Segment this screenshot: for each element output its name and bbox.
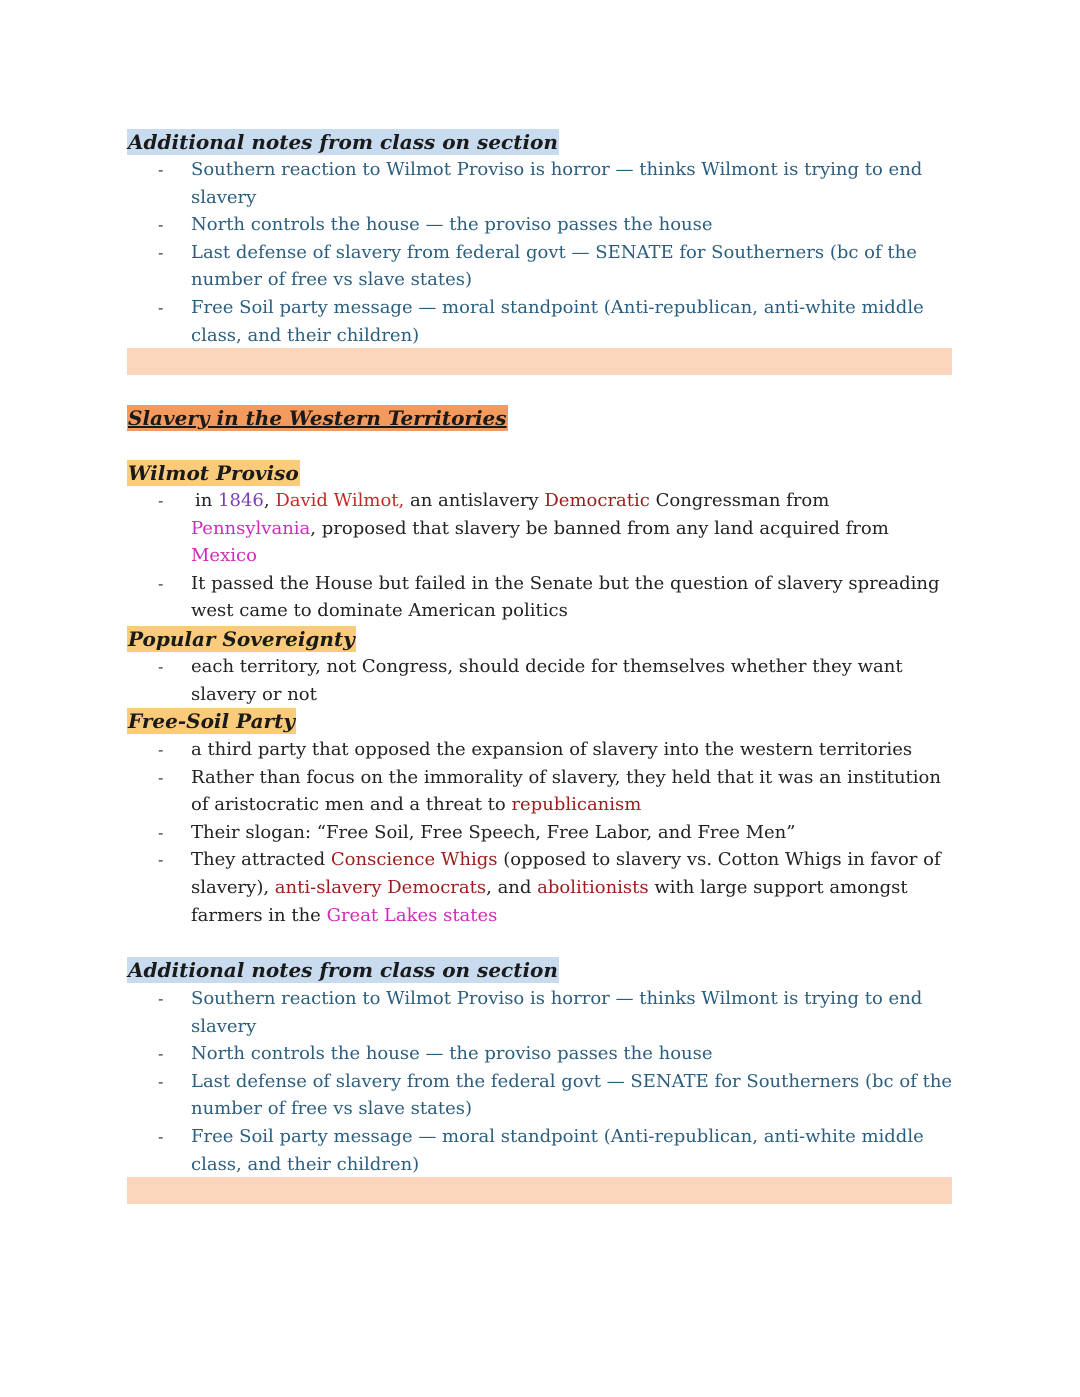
- list-item: - Last defense of slavery from the federal govt — SENATE for Southerners (bc of the number of free vs slave states): [0, 1068, 1080, 1123]
- list-item: - It passed the House but failed in the Senate but the question of slavery spreading west came to dominate American politics: [0, 570, 1080, 625]
- person-david-wilmot: David Wilmot,: [275, 490, 405, 511]
- bullet-dash: -: [158, 1071, 164, 1091]
- list-item: - Southern reaction to Wilmot Proviso is horror — thinks Wilmont is trying to end slavery: [0, 985, 1080, 1040]
- bullet-dash: -: [158, 297, 164, 317]
- list-item: - Their slogan: “Free Soil, Free Speech, Free Labor, and Free Men”: [0, 819, 1080, 847]
- list-item: - a third party that opposed the expansion of slavery into the western territories: [0, 736, 1080, 764]
- section-divider-bottom: [127, 1177, 952, 1204]
- list-item: - Free Soil party message — moral standpoint (Anti-republican, anti-white middle class, and their children): [0, 294, 1080, 349]
- place-mexico: Mexico: [191, 545, 257, 567]
- party-democratic: Democratic: [544, 490, 650, 511]
- wilmot-list: [0, 487, 1080, 625]
- notes-list-top: [0, 156, 1080, 349]
- popular-list: [0, 653, 1080, 708]
- notes-heading-bottom: Additional notes from class on section: [128, 958, 558, 982]
- notes-list-bottom: [0, 985, 1080, 1178]
- list-item: - North controls the house — the proviso passes the house: [0, 1040, 1080, 1068]
- list-item: - North controls the house — the proviso passes the house: [0, 211, 1080, 239]
- bullet-dash: -: [158, 215, 164, 235]
- bullet-dash: -: [158, 160, 164, 179]
- free-soil-list: [0, 736, 1080, 929]
- list-item: - Last defense of slavery from federal govt — SENATE for Southerners (bc of the number of free vs slave states): [0, 239, 1080, 294]
- bullet-dash: -: [158, 740, 164, 759]
- bullet-dash: -: [158, 822, 164, 842]
- bullet-dash: -: [158, 989, 164, 1008]
- group-anti-slavery-democrats: anti-slavery Democrats: [274, 876, 487, 898]
- notes-heading-top: Additional notes from class on section: [128, 130, 558, 154]
- list-item: - each territory, not Congress, should decide for themselves whether they want slavery or not: [0, 653, 1080, 708]
- list-item: - in 1846, David Wilmot, an antislavery Democratic Congressman from Pennsylvania, proposed that slavery be banned from any land acquired from Mexico: [0, 487, 1080, 570]
- bullet-dash: -: [158, 767, 164, 787]
- section-divider-top: [127, 348, 952, 375]
- section-title: Slavery in the Western Territories: [128, 406, 507, 430]
- bullet-dash: -: [158, 850, 164, 870]
- list-item: - Southern reaction to Wilmot Proviso is horror — thinks Wilmont is trying to end slavery: [0, 156, 1080, 211]
- place-pennsylvania: Pennsylvania: [191, 517, 311, 539]
- group-conscience-whigs: Conscience Whigs: [330, 849, 498, 871]
- bullet-dash: -: [158, 242, 164, 262]
- bullet-dash: -: [158, 1126, 164, 1146]
- bullet-dash: -: [158, 491, 164, 510]
- list-item: - Rather than focus on the immorality of slavery, they held that it was an institution of aristocratic men and a threat to republicanism: [0, 764, 1080, 819]
- term-republicanism: republicanism: [511, 794, 642, 816]
- bullet-dash: -: [158, 1044, 164, 1064]
- wilmot-proviso-heading: Wilmot Proviso: [128, 461, 299, 485]
- free-soil-heading: Free-Soil Party: [128, 709, 295, 733]
- bullet-dash: -: [158, 573, 164, 593]
- list-item: - Free Soil party message — moral standpoint (Anti-republican, anti-white middle class, and their children): [0, 1123, 1080, 1178]
- bullet-dash: -: [158, 657, 164, 676]
- popular-sovereignty-heading: Popular Sovereignty: [128, 627, 355, 651]
- list-item: - They attracted Conscience Whigs (opposed to slavery vs. Cotton Whigs in favor of slavery), anti-slavery Democrats, and abolitionists with large support amongst farmers in the Great Lakes states: [0, 846, 1080, 929]
- group-abolitionists: abolitionists: [537, 876, 649, 898]
- place-great-lakes-states: Great Lakes states: [326, 904, 498, 926]
- date-1846: 1846: [218, 490, 264, 511]
